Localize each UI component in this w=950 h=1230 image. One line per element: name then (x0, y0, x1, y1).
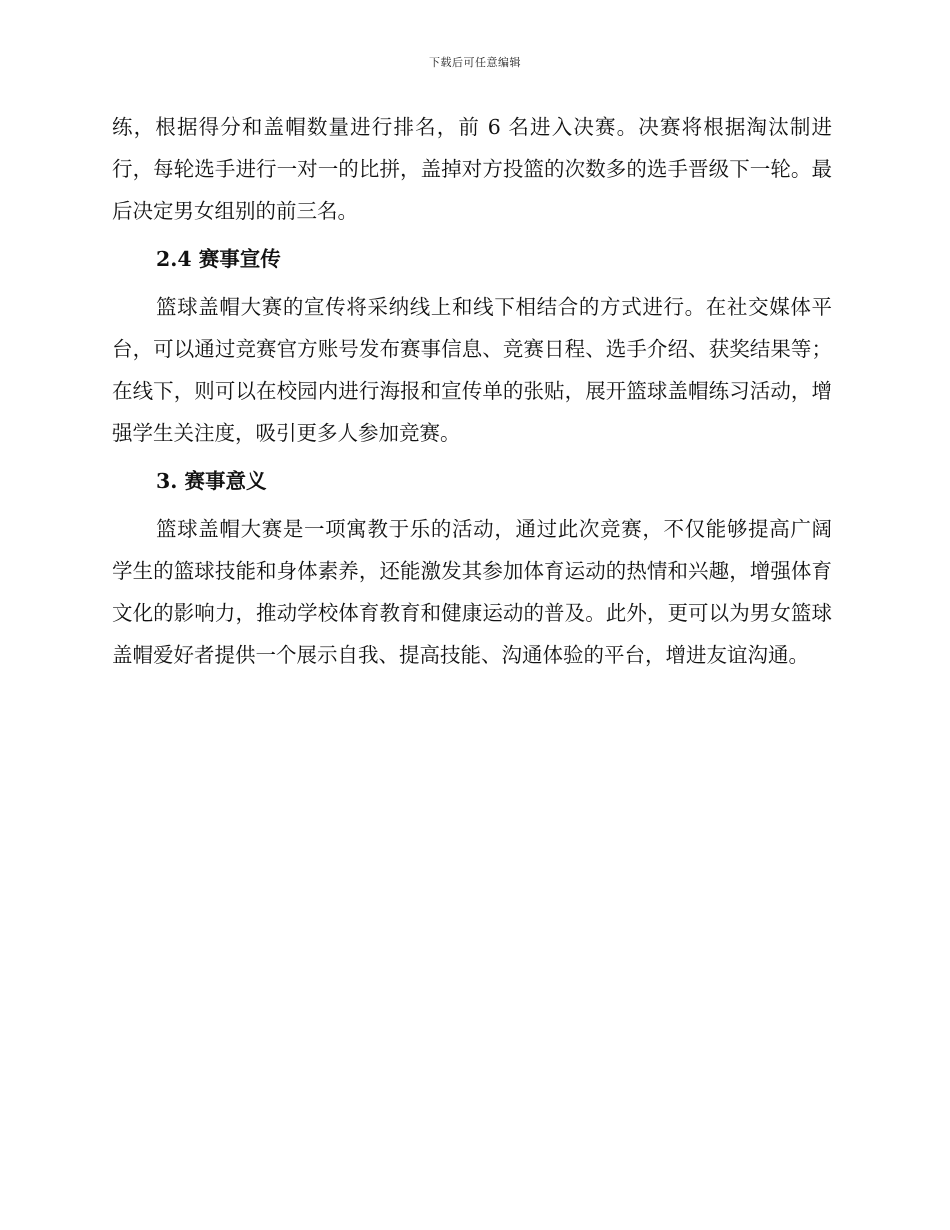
paragraph-continuation: 练，根据得分和盖帽数量进行排名，前 6 名进入决赛。决赛将根据淘汰制进行，每轮选手进行一对一的比拼，盖掉对方投篮的次数多的选手晋级下一轮。最后决定男女组别的前三名。 (112, 115, 832, 223)
document-body (112, 106, 832, 676)
section-heading-promotion: 2.4 赛事宣传 (156, 247, 281, 271)
page-header: 下载后可任意编辑 (429, 56, 521, 69)
section-heading-significance: 3. 赛事意义 (156, 469, 267, 493)
paragraph-promotion: 篮球盖帽大赛的宣传将采纳线上和线下相结合的方式进行。在社交媒体平台，可以通过竞赛官方账号发布赛事信息、竞赛日程、选手介绍、获奖结果等；在线下，则可以在校园内进行海报和宣传单的张贴，展开篮球盖帽练习活动，增强学生关注度，吸引更多人参加竞赛。 (112, 295, 832, 445)
paragraph-significance: 篮球盖帽大赛是一项寓教于乐的活动，通过此次竞赛，不仅能够提高广阔学生的篮球技能和身体素养，还能激发其参加体育运动的热情和兴趣，增强体育文化的影响力，推动学校体育教育和健康运动的普及。此外，更可以为男女篮球盖帽爱好者提供一个展示自我、提高技能、沟通体验的平台，增进友谊沟通。 (112, 517, 832, 667)
